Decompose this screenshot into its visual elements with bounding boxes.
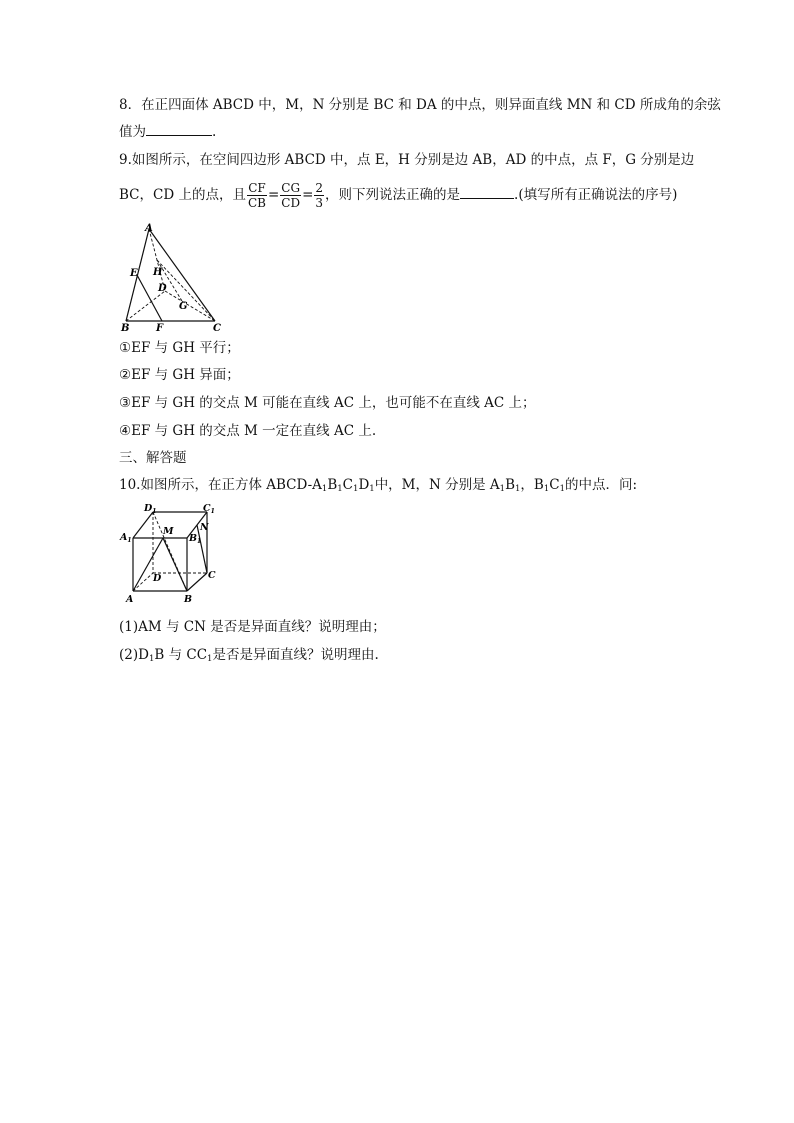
sub-1: 1 bbox=[559, 484, 566, 494]
sub-1: 1 bbox=[353, 484, 359, 494]
q9-suffix: .(填写所有正确说法的序号) bbox=[514, 187, 678, 203]
q9-line-1: 9.如图所示，在空间四边形 ABCD 中，点 E，H 分别是边 AB，AD 的中点，点 F，G 分别是边 bbox=[119, 152, 695, 168]
q9-option-1: ①EF 与 GH 平行； bbox=[119, 340, 240, 356]
edge-dc bbox=[165, 291, 215, 321]
q8-suffix: . bbox=[212, 124, 217, 140]
label-c: C bbox=[208, 570, 216, 581]
label-a: A bbox=[126, 594, 134, 605]
label-a: A bbox=[145, 223, 153, 234]
tetrahedron-figure bbox=[112, 220, 230, 332]
q8-prefix: 值为 bbox=[119, 124, 146, 140]
equals-sign: = bbox=[267, 187, 280, 203]
label-d1: $D_1$ bbox=[144, 503, 157, 515]
q8-answer-blank[interactable] bbox=[146, 122, 212, 136]
q9-line-2 bbox=[119, 180, 677, 210]
q10-part-2 bbox=[119, 645, 379, 669]
label-b1: $B_1$ bbox=[189, 533, 202, 545]
ratio-cf-cb: $\frac{CF}{CB}$ bbox=[247, 181, 266, 210]
q10-mid1: 中，M，N 分别是 A bbox=[374, 477, 500, 493]
q9-option-2: ②EF 与 GH 异面； bbox=[119, 367, 240, 383]
label-f: F bbox=[156, 323, 164, 332]
q10-suffix: 的中点．问: bbox=[565, 477, 638, 493]
segment-ef bbox=[137, 275, 162, 321]
q10-b: B bbox=[327, 477, 338, 493]
sub-1: 1 bbox=[369, 484, 375, 494]
equals-sign: = bbox=[302, 187, 314, 203]
sub-1: 1 bbox=[543, 484, 550, 494]
sub-1: 1 bbox=[321, 484, 328, 494]
q10-mid2: ，B bbox=[520, 477, 544, 493]
q9-option-3: ③EF 与 GH 的交点 M 可能在直线 AC 上，也可能不在直线 AC 上； bbox=[119, 395, 536, 411]
label-b: B bbox=[121, 323, 130, 332]
label-e: E bbox=[130, 268, 138, 279]
q10-d: D bbox=[358, 477, 370, 493]
cube-figure bbox=[117, 500, 223, 608]
part2-mid: B 与 CC bbox=[154, 647, 208, 663]
q10-c2: C bbox=[549, 477, 560, 493]
edge-ad bbox=[133, 573, 153, 591]
sub-1: 1 bbox=[148, 654, 155, 664]
edge-bc bbox=[187, 573, 207, 591]
sub-1: 1 bbox=[515, 484, 521, 494]
q9-option-4: ④EF 与 GH 的交点 M 一定在直线 AC 上. bbox=[119, 423, 377, 439]
q10-line bbox=[119, 475, 637, 499]
label-a1: $A_1$ bbox=[120, 532, 132, 544]
q10-part-1: (1)AM 与 CN 是否是异面直线？说明理由； bbox=[119, 619, 386, 635]
sub-1: 1 bbox=[207, 654, 213, 664]
q9-answer-blank[interactable] bbox=[460, 185, 514, 199]
section-title: 三、解答题 bbox=[119, 450, 187, 466]
label-h: H bbox=[153, 267, 163, 278]
label-m: M bbox=[163, 526, 174, 537]
q9-mid: ，则下列说法正确的是 bbox=[325, 187, 461, 203]
label-g: G bbox=[179, 301, 188, 312]
sub-1: 1 bbox=[337, 484, 343, 494]
label-n: N bbox=[200, 522, 209, 533]
label-d: D bbox=[153, 573, 162, 584]
part2-prefix: (2)D bbox=[119, 647, 149, 663]
q10-prefix: 10.如图所示，在正方体 ABCD-A bbox=[119, 477, 322, 493]
ratio-two-thirds: $\frac{2}{3}$ bbox=[315, 181, 324, 210]
ratio-cg-cd: $\frac{CG}{CD}$ bbox=[281, 181, 301, 210]
label-d: D bbox=[158, 283, 167, 294]
edge-a1d1 bbox=[133, 512, 153, 538]
q8-line-2 bbox=[119, 122, 216, 142]
sub-1: 1 bbox=[499, 484, 506, 494]
q10-c: C bbox=[342, 477, 354, 493]
q8-line-1: 8．在正四面体 ABCD 中，M，N 分别是 BC 和 DA 的中点，则异面直线 MN 和 CD 所成角的余弦 bbox=[119, 97, 721, 113]
label-c1: $C_1$ bbox=[203, 503, 215, 515]
label-c: C bbox=[213, 323, 221, 332]
label-b: B bbox=[184, 594, 193, 605]
q10-b2: B bbox=[505, 477, 515, 493]
part2-suffix: 是否是异面直线？说明理由. bbox=[212, 647, 379, 663]
q9-prefix: BC，CD 上的点，且 bbox=[119, 187, 246, 203]
